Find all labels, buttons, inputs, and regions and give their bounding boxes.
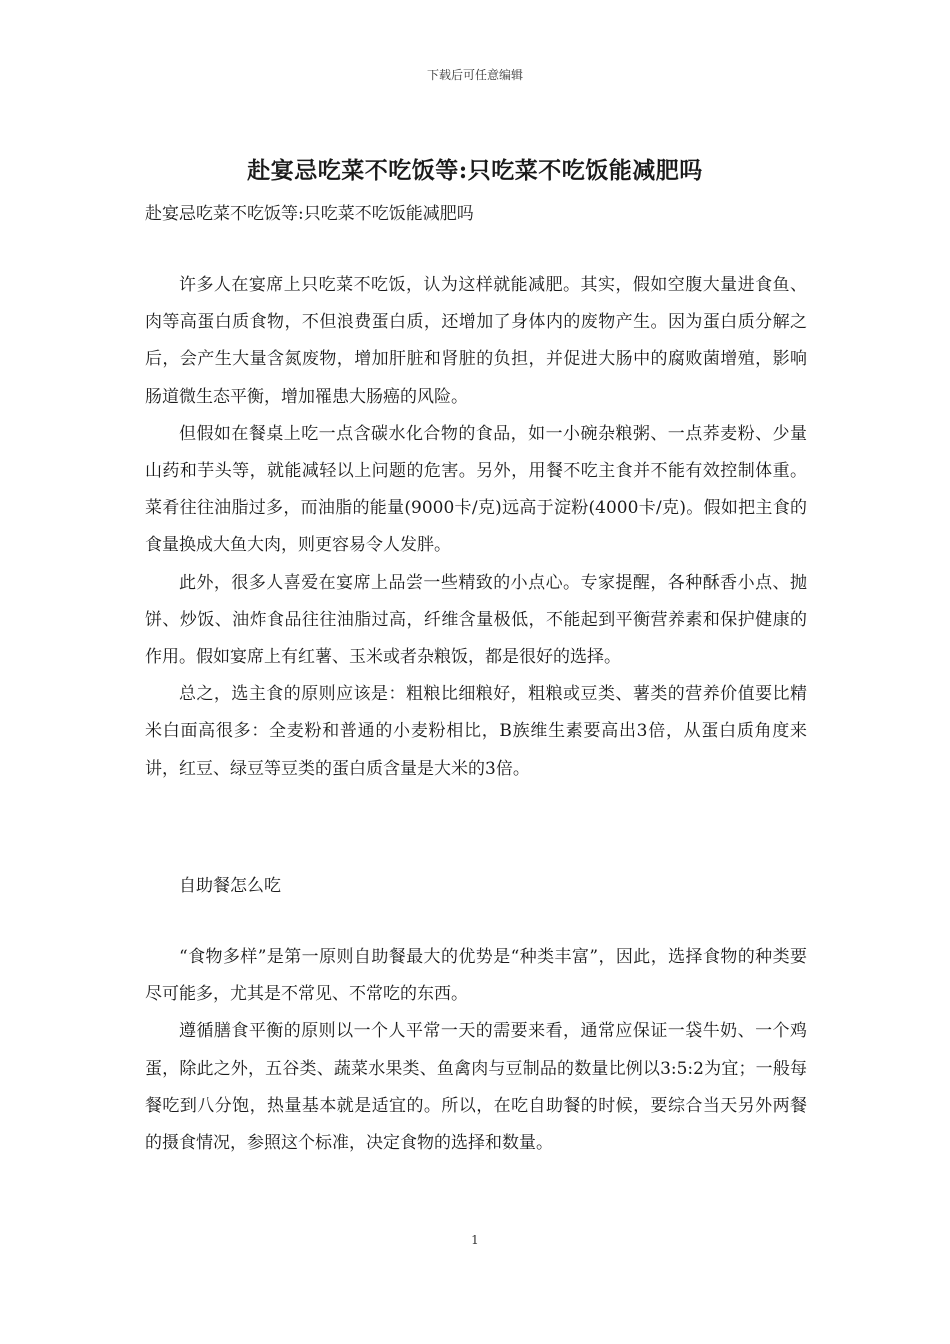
paragraph: “食物多样”是第一原则自助餐最大的优势是“种类丰富”，因此，选择食物的种类要尽可能多，尤其是不常见、不常吃的东西。: [145, 947, 807, 1005]
header-note: 下载后可任意编辑: [426, 68, 523, 82]
paragraph: 总之，选主食的原则应该是：粗粮比细粮好，粗粮或豆类、薯类的营养价值要比精米白面高很多：全麦粉和普通的小麦粉相比，B族维生素要高出3倍，从蛋白质角度来讲，红豆、绿豆等豆类的蛋白质含量是大米的3倍。: [145, 684, 807, 779]
section-heading: 自助餐怎么吃: [179, 876, 281, 896]
page-number: 1: [471, 1233, 479, 1247]
paragraph: 但假如在餐桌上吃一点含碳水化合物的食品，如一小碗杂粮粥、一点荞麦粉、少量山药和芋头等，就能减轻以上问题的危害。另外，用餐不吃主食并不能有效控制体重。菜肴往往油脂过多，而油脂的能量(9000卡/克)远高于淀粉(4000卡/克)。假如把主食的食量换成大鱼大肉，则更容易令人发胖。: [145, 423, 807, 556]
paragraph: 此外，很多人喜爱在宴席上品尝一些精致的小点心。专家提醒，各种酥香小点、抛饼、炒饭、油炸食品往往油脂过高，纤维含量极低，不能起到平衡营养素和保护健康的作用。假如宴席上有红薯、玉米或者杂粮饭，都是很好的选择。: [145, 572, 807, 668]
body-section-2: [145, 939, 807, 1162]
paragraph: 遵循膳食平衡的原则以一个人平常一天的需要来看，通常应保证一袋牛奶、一个鸡蛋，除此之外，五谷类、蔬菜水果类、鱼禽肉与豆制品的数量比例以3:5:2为宜；一般每餐吃到八分饱，热量基本就是适宜的。所以，在吃自助餐的时候，要综合当天另外两餐的摄食情况，参照这个标准，决定食物的选择和数量。: [145, 1021, 807, 1154]
document-subtitle: 赴宴忌吃菜不吃饭等:只吃菜不吃饭能减肥吗: [145, 204, 474, 224]
body-section-1: [145, 267, 807, 788]
document-title: 赴宴忌吃菜不吃饭等:只吃菜不吃饭能减肥吗: [247, 157, 703, 184]
paragraph: 许多人在宴席上只吃菜不吃饭，认为这样就能减肥。其实，假如空腹大量进食鱼、肉等高蛋白质食物，不但浪费蛋白质，还增加了身体内的废物产生。因为蛋白质分解之后，会产生大量含氮废物，增加肝脏和肾脏的负担，并促进大肠中的腐败菌增殖，影响肠道微生态平衡，增加罹患大肠癌的风险。: [145, 275, 807, 407]
section-heading-block: [145, 868, 807, 905]
